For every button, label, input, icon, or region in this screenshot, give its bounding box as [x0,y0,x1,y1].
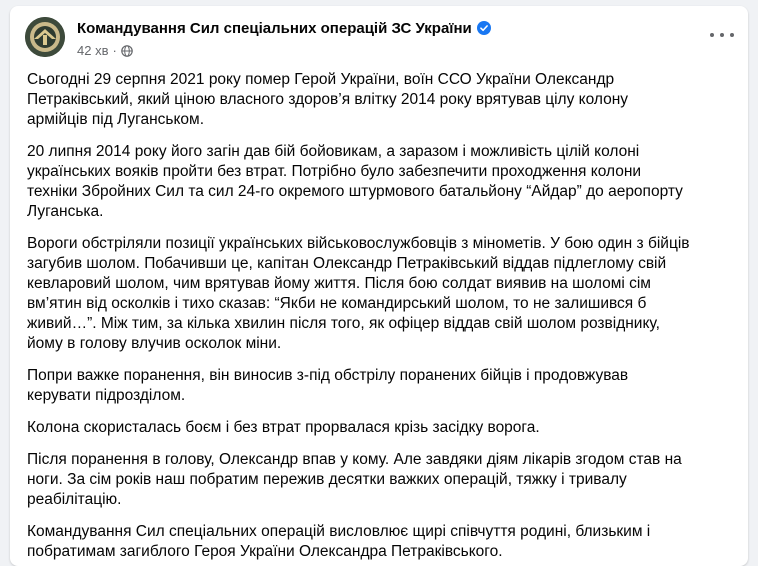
post-body [27,70,737,566]
post-paragraph: 20 липня 2014 року його загін дав бій бойовикам, а заразом і можливість цілій колоні українських вояків пройти без втрат. Потрібно було забезпечити проходження колони техніки Збройних Сил та сил 24-го окремого штурмового батальйону “Айдар” до аеропорту Луганська. [27,143,683,220]
post-meta [77,43,133,58]
more-dot [730,33,734,37]
post-paragraph: Попри важке поранення, він виносив з-під обстрілу поранених бійців і продовжував керувати підрозділом. [27,367,629,404]
post-timestamp[interactable]: 42 хв [77,43,109,58]
post-paragraph: Колона скористалась боєм і без втрат прорвалася крізь засідку ворога. [27,419,540,436]
post-paragraph: Вороги обстріляли позиції українських військовослужбовців з мінометів. У бою один з бійців загубив шолом. Побачивши це, капітан Олександр Петраківський віддав підлеглому свій кевларовий шолом, чим врятував йому життя. Після бою солдат виявив на шоломі сім вм’ятин від осколків і тихо сказав: “Якби не командирський шолом, то не залишився б живий…”. Між тим, за кілька хвилин після того, як офіцер віддав свій шолом розвіднику, йому в голову влучив осколок міни. [27,235,690,352]
post-paragraph: Сьогодні 29 серпня 2021 року помер Герой України, воїн ССО України Олександр Петраківський, який ціною власного здоров’я влітку 2014 року врятував цілу колону армійців під Луганськом. [27,71,629,128]
more-dot [710,33,714,37]
globe-icon[interactable] [121,45,133,57]
more-dot [720,33,724,37]
post-header [10,6,748,66]
verified-badge-icon [477,21,491,35]
meta-separator: · [112,43,117,58]
more-options-icon[interactable] [710,26,734,44]
post-paragraph: Командування Сил спеціальних операцій висловлює щирі співчуття родині, близьким і побратимам загиблого Героя України Олександра Петраківського. [27,523,651,560]
post-card [10,6,748,566]
page-name-text[interactable]: Командування Сил спеціальних операцій ЗС України [77,20,472,37]
emblem-icon [25,17,65,57]
post-paragraph: Після поранення в голову, Олександр впав у кому. Але завдяки діям лікарів згодом став на ноги. За сім років наш побратим пережив десятки важких операцій, тяжку і тривалу реабілітацію. [27,451,682,508]
page-name[interactable] [77,20,491,37]
page-avatar[interactable] [25,17,65,57]
